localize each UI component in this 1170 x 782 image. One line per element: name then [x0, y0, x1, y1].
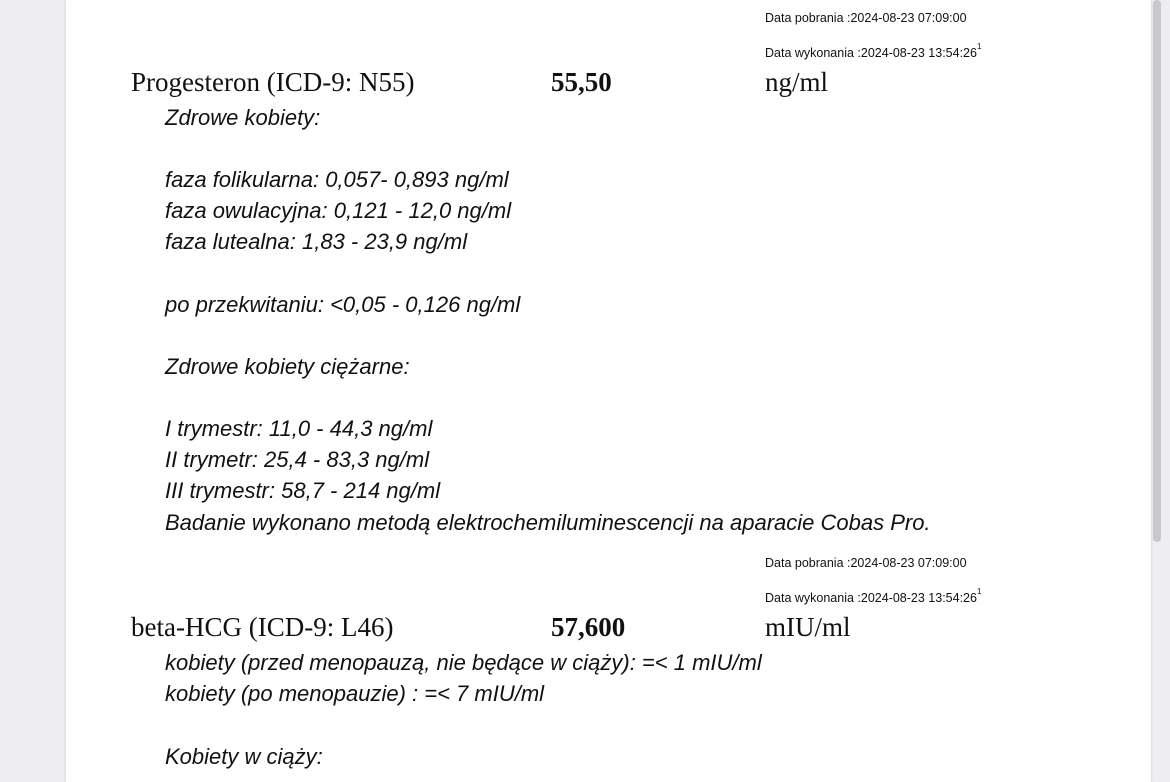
reference-note: faza folikularna: 0,057- 0,893 ng/ml [165, 167, 509, 192]
execution-date: Data wykonania :2024-08-23 $13:54:26^1$ [765, 587, 982, 605]
reference-note: Zdrowe kobiety ciężarne: [165, 354, 410, 379]
collection-date: Data pobrania :2024-08-23 07:09:00 [765, 556, 967, 570]
vertical-scrollbar[interactable] [1153, 0, 1161, 542]
method-note: Badanie wykonano metodą elektrochemiluminescencji na aparacie Cobas Pro. [165, 510, 931, 535]
test-unit-beta-hcg: mIU/ml [765, 612, 851, 642]
test-value-beta-hcg: 57,600 [551, 612, 626, 642]
collection-date: Data pobrania :2024-08-23 07:09:00 [765, 11, 967, 25]
reference-note: II trymetr: 25,4 - 83,3 ng/ml [165, 447, 430, 472]
reference-note: faza lutealna: 1,83 - 23,9 ng/ml [165, 229, 468, 254]
test-name-beta-hcg: beta-HCG (ICD-9: L46) [131, 612, 394, 642]
test-value-progesteron: 55,50 [551, 67, 612, 97]
test-unit-progesteron: ng/ml [765, 67, 829, 97]
reference-note: faza owulacyjna: 0,121 - 12,0 ng/ml [165, 198, 512, 223]
execution-date: Data wykonania :2024-08-23 $13:54:26^1$ [765, 42, 982, 60]
reference-note: po przekwitaniu: <0,05 - 0,126 ng/ml [165, 292, 521, 317]
reference-note: kobiety (po menopauzie) : =< 7 mIU/ml [165, 681, 545, 706]
reference-note: kobiety (przed menopauzą, nie będące w ciąży): =< 1 mIU/ml [165, 650, 762, 675]
reference-note: III trymestr: 58,7 - 214 ng/ml [165, 478, 441, 503]
reference-note: Kobiety w ciąży: [165, 744, 323, 769]
reference-note: I trymestr: 11,0 - 44,3 ng/ml [165, 416, 433, 441]
test-name-progesteron: Progesteron (ICD-9: N55) [131, 67, 415, 97]
reference-note: Zdrowe kobiety: [165, 105, 321, 130]
